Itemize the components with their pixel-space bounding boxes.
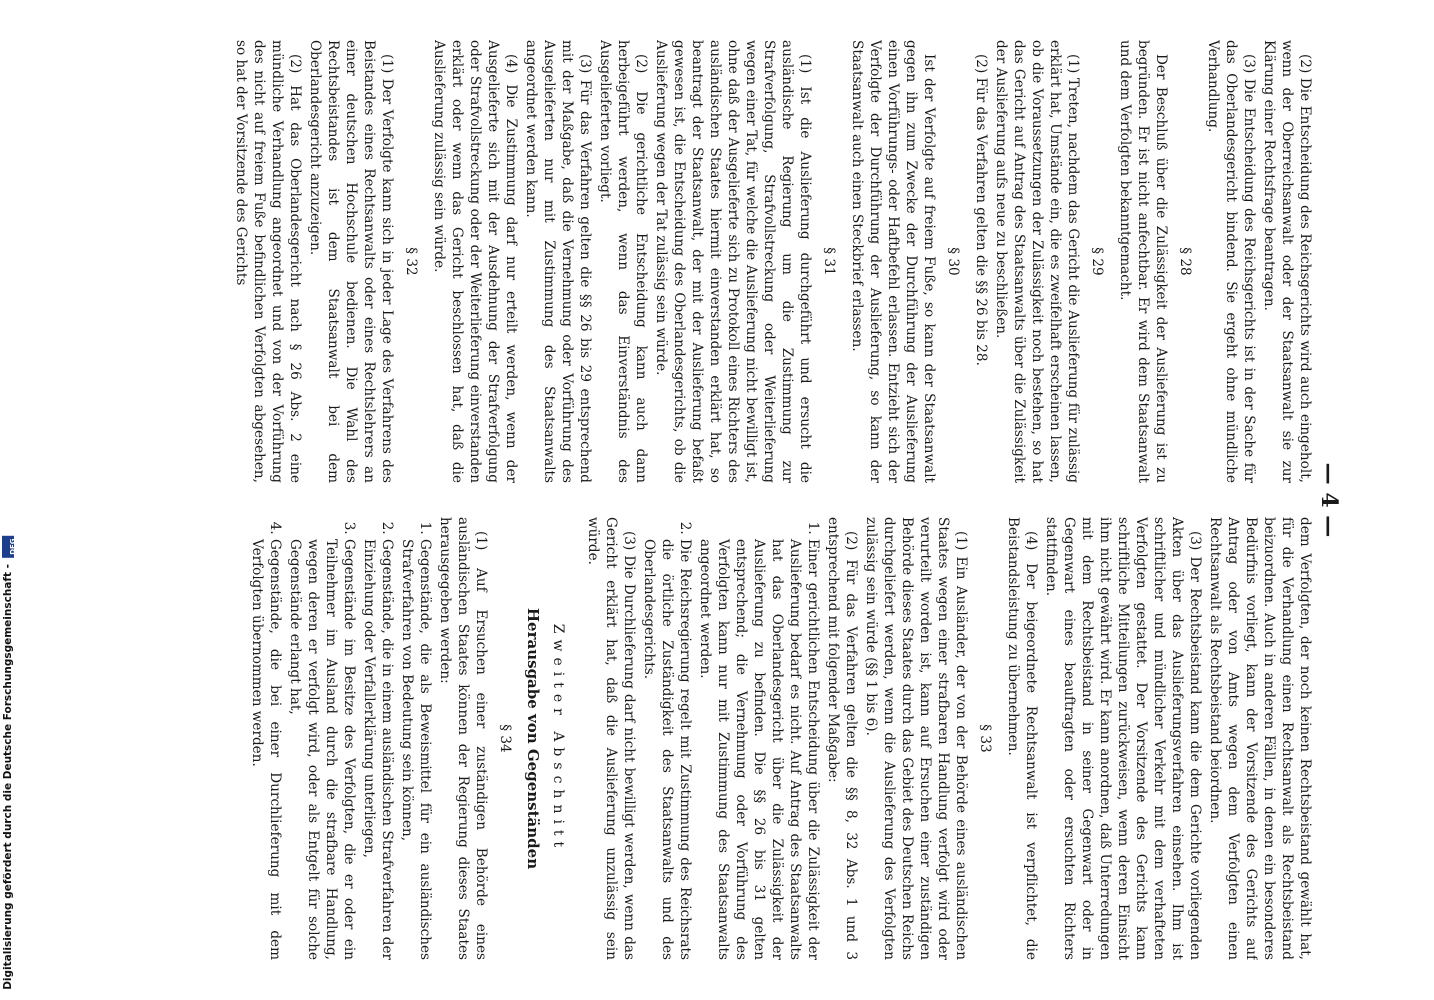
list-item: 3. Gegenstände im Besitze des Verfolgten, die er oder ein Teilnehmer im Ausland durch die strafbare Handlung, wegen deren er verfolgt wird, oder als Entgelt für solche Gegenstände erlangt hat,	[286, 539, 358, 960]
text-columns	[40, 40, 1314, 960]
section-heading-30: § 30	[945, 247, 961, 276]
paragraph: (2) Hat das Oberlandesgericht nach § 26 Abs. 2 eine mündliche Verhandlung angeordnet und von der Vorführung des nicht auf freiem Fuße befindlichen Verfolgten abgesehen, so hat der Vorsitzende des Gerichts	[233, 40, 303, 483]
paragraph: (2) Für das Verfahren gelten die §§ 8, 32 Abs. 1 und 3 entsprechend mit folgender Maßgabe:	[825, 517, 859, 960]
part-subtitle: Herausgabe von Gegenständen	[524, 607, 542, 870]
right-column	[40, 517, 1314, 960]
paragraph: (4) Der beigeordnete Rechtsanwalt ist verpflichtet, die Beistandsleistung zu übernehmen.	[1005, 517, 1039, 960]
list-item: 2. Gegenstände, die in einem ausländischen Strafverfahren der Einziehung oder Verfallerklärung unterliegen,	[360, 539, 396, 960]
numbered-list	[248, 517, 434, 960]
section-heading-29: § 29	[1089, 247, 1105, 276]
page-number: — 4 —	[1316, 462, 1342, 538]
paragraph: (2) Die Entscheidung des Reichsgerichts wird auch eingeholt, wenn der Oberreichsanwalt oder der Staatsanwalt sie zur Klärung einer Rechtsfrage beantragen.	[1261, 40, 1313, 483]
section-heading-33: § 33	[977, 724, 993, 753]
paragraph: dem Verfolgten, der noch keinen Rechtsbeistand gewählt hat, für die Verhandlung einen Rechtsanwalt als Rechtsbeistand beizuordnen. Auch in anderen Fällen, in denen ein besonderes Bedürfnis vorliegt, kann der Vorsitzende des Gerichts auf Antrag oder von Amts wegen dem Verfolgten einen Rechtsanwalt als Rechtsbeistand beiordnen.	[1207, 517, 1313, 960]
dfg-logo-icon: DFG	[2, 536, 14, 558]
left-column	[40, 40, 1314, 483]
paragraph: (3) Für das Verfahren gelten die §§ 26 bis 29 entsprechend mit der Maßgabe, daß die Vernehmung oder Vorführung des Ausgelieferten nur mit Zustimmung des Staatsanwalts angeordnet werden kann.	[523, 40, 593, 483]
paragraph: (3) Die Durchlieferung darf nicht bewilligt werden, wenn das Gericht erklärt hat, daß die Auslieferung unzulässig sein würde.	[585, 517, 637, 960]
paragraph: (1) Der Verfolgte kann sich in jeder Lage des Verfahrens des Beistandes eines Rechtsanwalts oder eines Rechtslehrers an einer deutschen Hochschule bedienen. Die Wahl des Rechtsbeistandes ist dem Staatsanwalt bei dem Oberlandesgericht anzuzeigen.	[307, 40, 395, 483]
list-item: 4. Gegenstände, die bei einer Durchlieferung mit dem Verfolgten übernommen werden.	[248, 539, 284, 960]
list-item: 2. Die Reichsregierung regelt mit Zustimmung des Reichsrats die örtliche Zuständigkeit des Staatsanwalts und des Oberlandesgerichts.	[640, 539, 694, 960]
paragraph: (3) Der Rechtsbeistand kann die dem Gerichte vorliegenden Akten über das Auslieferungsverfahren einsehen. Ihm ist schriftlicher und mündlicher Verkehr mit dem verhafteten Verfolgten gestattet. Der Vorsitzende des Gerichts kann schriftliche Mitteilungen zurückweisen, wenn deren Einsicht ihm nicht gewährt wird. Er kann anordnen, daß Unterredungen mit dem Rechtsbeistand in seiner Gegenwart oder in Gegenwart eines beauftragten oder ersuchten Richters stattfinden.	[1043, 517, 1203, 960]
numbered-list	[640, 517, 822, 960]
section-heading-34: § 34	[497, 724, 513, 753]
paragraph: Der Beschluß über die Zulässigkeit der Auslieferung ist zu begründen. Er ist nicht anfechtbar. Er wird dem Staatsanwalt und dem Verfolgten bekanntgemacht.	[1117, 40, 1169, 483]
paragraph: (1) Ist die Auslieferung durchgeführt und ersucht die ausländische Regierung um die Zustimmung zur Strafverfolgung, Strafvollstreckung oder Weiterlieferung wegen einer Tat, für welche die Auslieferung nicht bewilligt ist, ohne daß der Ausgelieferte sich zu Protokoll eines Richters des ausländischen Staates hiermit einverstanden erklärt hat, so beantragt der Staatsanwalt, der mit der Auslieferung befaßt gewesen ist, die Entscheidung des Oberlandesgerichts, ob die Auslieferung wegen der Tat zulässig sein würde.	[653, 40, 813, 483]
list-item: 1. Einer gerichtlichen Entscheidung über die Zulässigkeit der Auslieferung bedarf es nicht. Auf Antrag des Staatsanwalts hat das Oberlandesgericht über die Zulässigkeit der Auslieferung zu befinden. Die §§ 26 bis 31 gelten entsprechend; die Vernehmung oder Vorführung des Verfolgten kann nur mit Zustimmung des Staatsanwalts angeordnet werden.	[696, 539, 822, 960]
section-heading-32: § 32	[403, 247, 419, 276]
digitization-note	[2, 536, 17, 990]
section-heading-31: § 31	[821, 247, 837, 276]
paragraph: (1) Ein Ausländer, der von der Behörde eines ausländischen Staates wegen einer strafbaren Handlung verfolgt wird oder verurteilt worden ist, kann auf Ersuchen einer zuständigen Behörde dieses Staates durch das Gebiet des Deutschen Reichs durchgeliefert werden, wenn die Auslieferung des Verfolgten zulässig sein würde (§§ 1 bis 6).	[863, 517, 969, 960]
digitization-note-text: Digitalisierung gefördert durch die Deutsche Forschungsgemeinschaft -	[2, 564, 14, 990]
paragraph: (1) Auf Ersuchen einer zuständigen Behörde eines ausländischen Staates können der Regierung dieses Staates herausgegeben werden:	[437, 517, 489, 960]
paragraph: (2) Die gerichtliche Entscheidung kann auch dann herbeigeführt werden, wenn das Einverständnis des Ausgelieferten vorliegt.	[597, 40, 649, 483]
section-heading-28: § 28	[1177, 247, 1193, 276]
paragraph: Ist der Verfolgte auf freiem Fuße, so kann der Staatsanwalt gegen ihn zum Zwecke der Durchführung der Auslieferung einen Vorführungs- oder Haftbefehl erlassen. Entzieht sich der Verfolgte der Durchführung der Auslieferung, so kann der Staatsanwalt auch einen Steckbrief erlassen.	[849, 40, 937, 483]
paragraph: (1) Treten, nachdem das Gericht die Auslieferung für zulässig erklärt hat, Umstände ein, die es zweifelhaft erscheinen lassen, ob die Voraussetzungen der Zulässigkeit noch bestehen, so hat das Gericht auf Antrag des Staatsanwalts über die Zulässigkeit der Auslieferung aufs neue zu beschließen.	[993, 40, 1081, 483]
list-item: 1. Gegenstände, die als Beweismittel für ein ausländisches Strafverfahren von Bedeutung sein können,	[398, 539, 434, 960]
part-title: Zweiter Abschnitt	[550, 623, 566, 854]
paragraph: (4) Die Zustimmung darf nur erteilt werden, wenn der Ausgelieferte sich mit der Ausdehnung der Strafverfolgung oder Strafvollstreckung oder der Weiterlieferung einverstanden erklärt oder wenn das Gericht beschlossen hat, daß die Auslieferung zulässig sein würde.	[431, 40, 519, 483]
paragraph: (2) Für das Verfahren gelten die §§ 26 bis 28.	[973, 54, 989, 366]
paragraph: (3) Die Entscheidung des Reichsgerichts ist in der Sache für das Oberlandesgericht bindend. Sie ergeht ohne mündliche Verhandlung.	[1205, 40, 1257, 483]
